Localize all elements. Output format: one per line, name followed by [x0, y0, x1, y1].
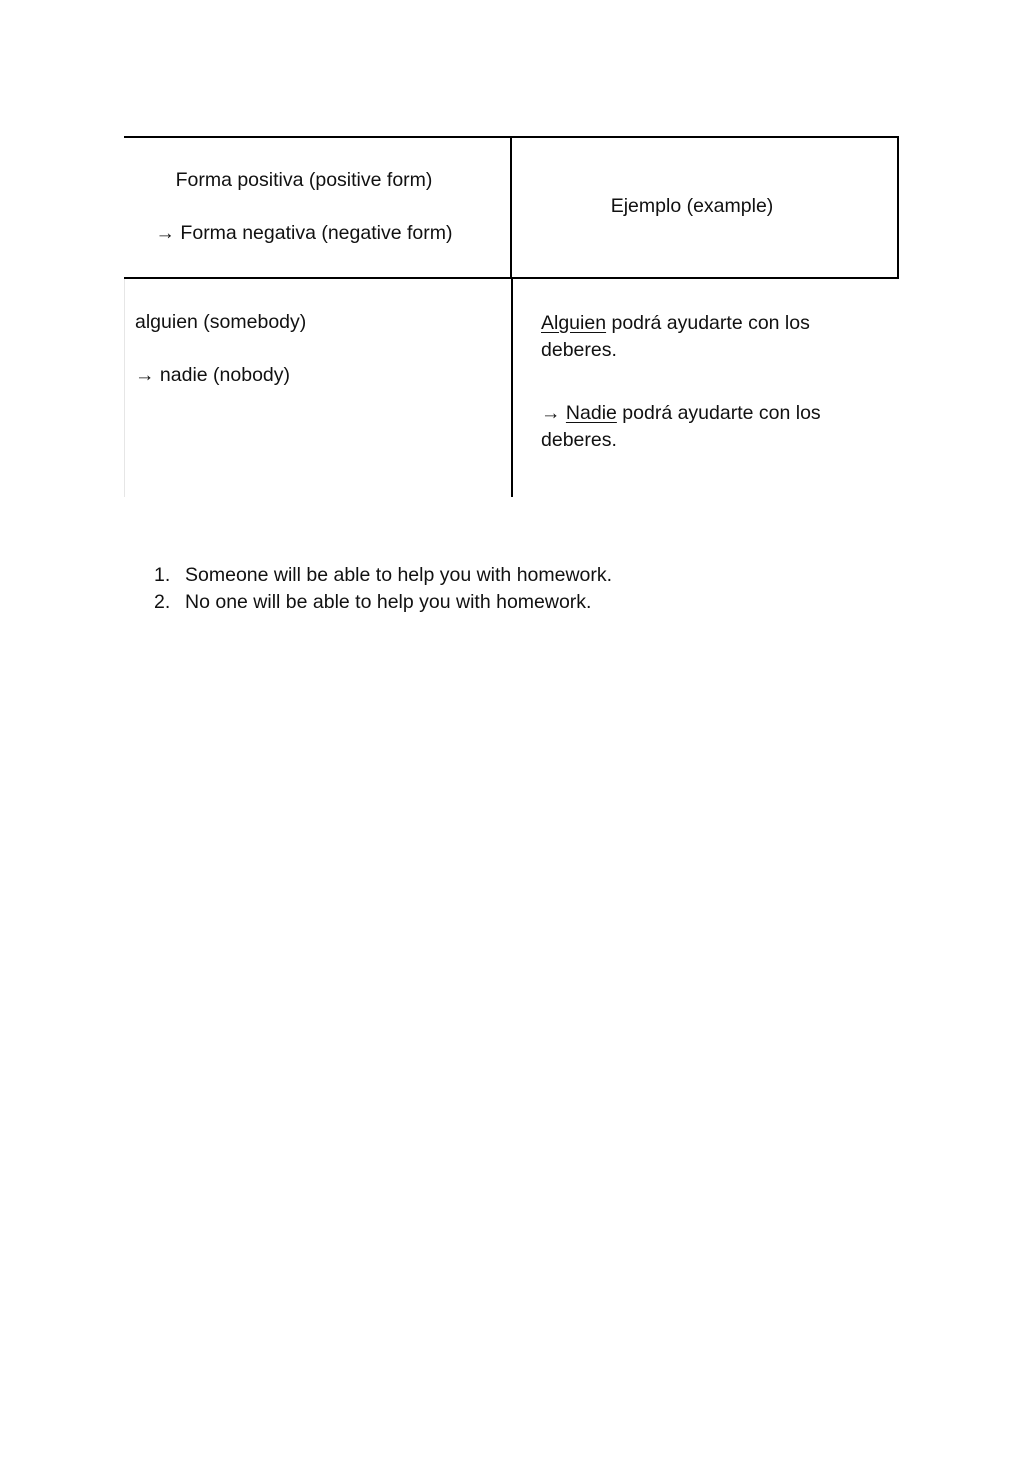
grammar-table — [124, 136, 899, 497]
list-item-text: Someone will be able to help you with homework. — [185, 564, 613, 586]
table-header-row — [124, 136, 899, 279]
translation-list — [154, 562, 612, 616]
list-item-text: No one will be able to help you with homework. — [185, 591, 592, 613]
list-item — [154, 589, 612, 616]
cell-examples — [513, 279, 897, 497]
list-item — [154, 562, 612, 589]
example-negative-word: Nadie — [565, 402, 617, 424]
positive-form-text: alguien (somebody) — [135, 311, 307, 333]
cell-forms — [124, 279, 513, 497]
example-negative-rest: podrá ayudarte con los deberes. — [541, 402, 821, 451]
header-positive-form: Forma positiva (positive form) — [175, 169, 433, 191]
negative-form-text: → nadie (nobody) — [135, 364, 291, 386]
list-item-number: 2. — [154, 591, 171, 613]
list-item-number: 1. — [154, 564, 171, 586]
example-negative — [541, 400, 861, 454]
header-negative-form: → Forma negativa (negative form) — [155, 222, 453, 244]
table-row — [124, 279, 899, 497]
header-cell-example — [512, 138, 899, 277]
example-positive-word: Alguien — [541, 312, 607, 334]
example-positive-rest: podrá ayudarte con los deberes. — [541, 312, 810, 361]
example-negative-arrow: → — [541, 402, 566, 424]
example-positive — [541, 310, 861, 364]
header-cell-form — [124, 138, 512, 277]
header-example: Ejemplo (example) — [610, 195, 774, 217]
